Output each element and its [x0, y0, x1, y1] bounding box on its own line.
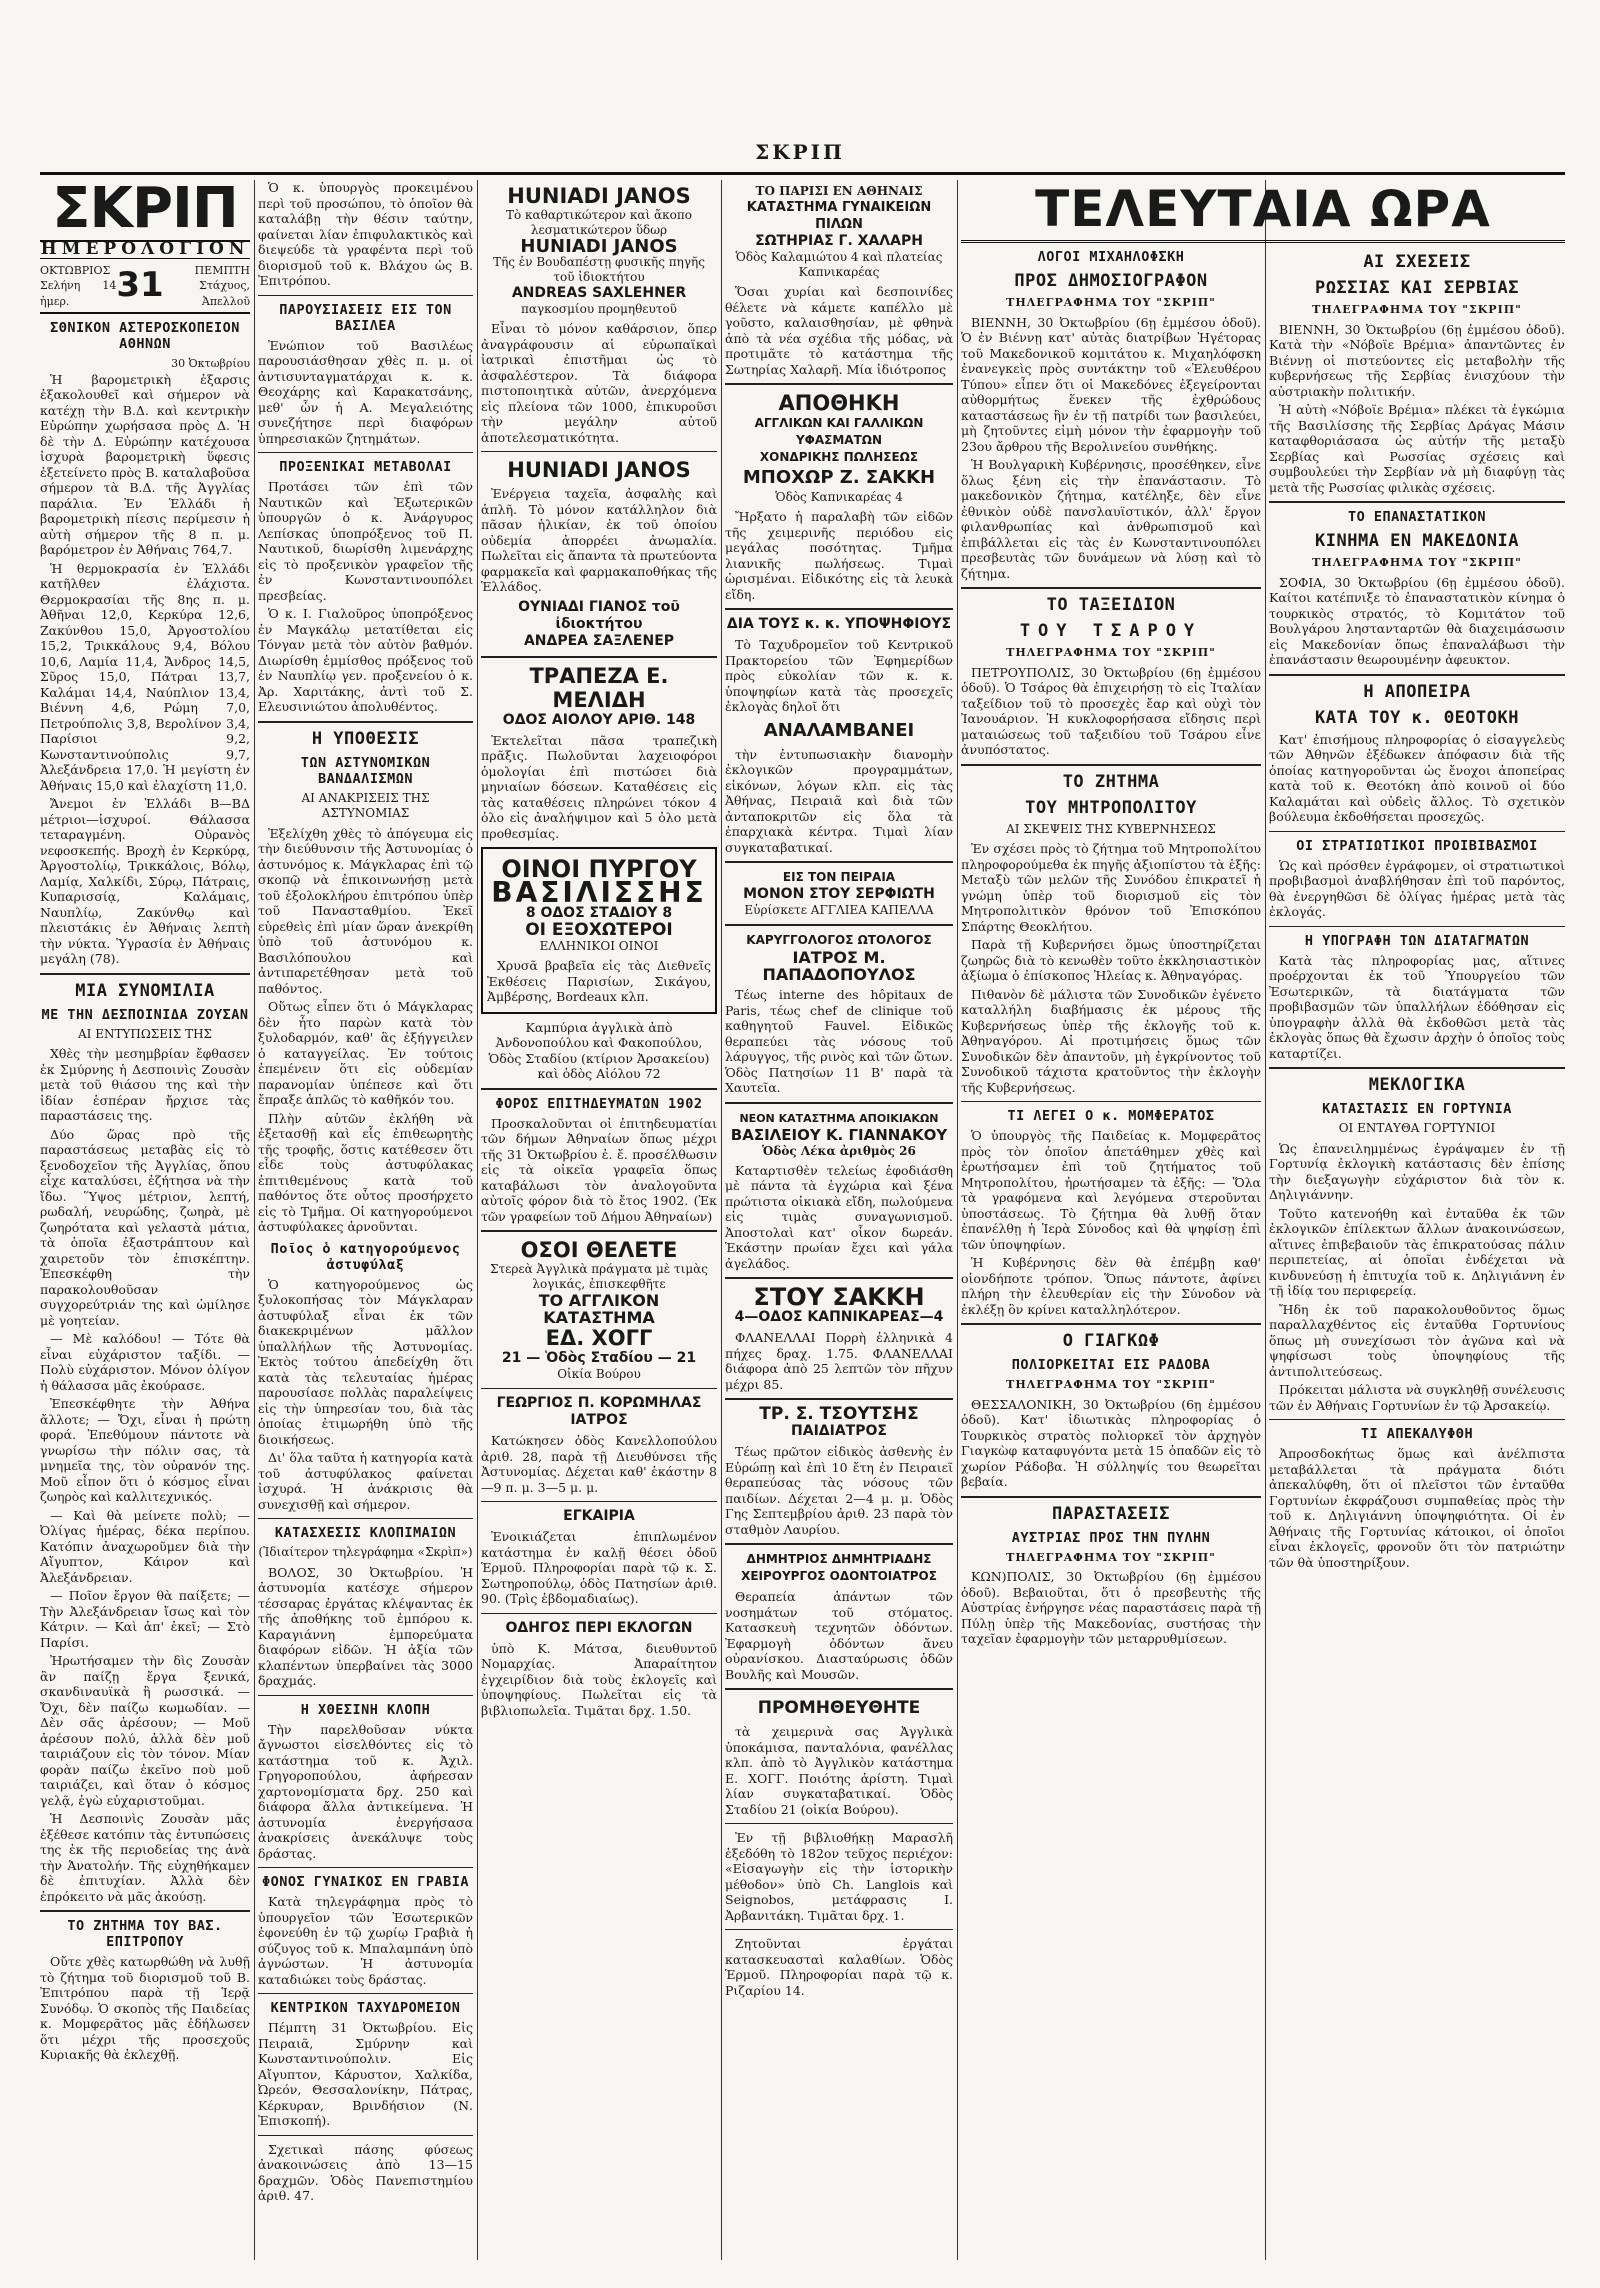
divider — [481, 1388, 717, 1389]
ad-text: Θεραπεία ἁπάντων τῶν νοσημάτων τοῦ στόματος. Κατασκευὴ τεχνητῶν ὀδόντων. Ἐφαρμογὴ ὀδόντων ἄνευ οὐρανίσκου. Διασταύρωσις ὁδῶν Βουλῆς καὶ Μουσῶν. — [725, 1589, 953, 1682]
article-text: Πρόκειται μάλιστα νὰ συγκληθῇ συνέλευσις τῶν ἐν Ἀθήναις Γορτυνίων ἐν τῷ Ἀρσακείῳ. — [1269, 1382, 1565, 1413]
divider — [725, 1929, 953, 1930]
ad-text: Ἐνοικιάζεται ἐπιπλωμένον κατάστημα ἐν καλῇ θέσει ὁδοῦ Ἑρμοῦ. Πληροφορίαι παρὰ τῷ κ. Σ. Σωτηροπούλῳ, ὁδὸς Πατησίων ἀριθ. 90. (Τρὶς ἑβδομαδιαίως). — [481, 1529, 717, 1606]
divider — [725, 861, 953, 863]
ad-title: HUNIADI JANOS — [507, 458, 691, 482]
article-heading: ΟΙ ΣΤΡΑΤΙΩΤΙΚΟΙ ΠΡΟΙΒΙΒΑΣΜΟΙ — [1296, 837, 1538, 854]
article-text: Τὴν παρελθοῦσαν νύκτα ἄγνωστοι εἰσελθόντες εἰς τὸ κατάστημα τοῦ κ. Ἀχιλ. Γρηγοροπούλου, ἀφήρεσαν χαρτονομίσματα δρχ. 250 καὶ διάφορα ἄλλα ἀντικείμενα. Ἡ ἀστυνομία ἐνεργήσασα ἀνακρίσεις ἀνεκάλυψε τοὺς δράστας. — [258, 1721, 473, 1861]
article-heading: ΤΟΥ ΜΗΤΡΟΠΟΛΙΤΟΥ — [1025, 797, 1197, 818]
moon-age: Σελήνη 14 ἡμερ. — [40, 279, 117, 308]
article-text: Τοῦτο κατενοήθη καὶ ἐνταῦθα ἐκ τῶν ἐκλογικῶν ἐπίλεκτων ἄλλων ἀνακοινώσεων, αἵτινες ἐπιβεβαιοῦν τὰς ἐπικρατούσας πάλιν περιπετείας, αἱ ὁποῖαι ἐνδέχεται νὰ κινδυνεύσῃ ἡ ἐπιτυχία τοῦ κ. Δηλιγιάννη ἐν τῇ ἰδίᾳ του περιφερείᾳ. — [1269, 1205, 1565, 1298]
telegram-label: ΤΗΛΕΓΡΑΦΗΜΑ ΤΟΥ "ΣΚΡΙΠ" — [1006, 646, 1216, 659]
article-heading: ΠΡΟΞΕΝΙΚΑΙ ΜΕΤΑΒΟΛΑΙ — [279, 459, 452, 475]
advertisement — [481, 184, 717, 317]
article-text: Πέμπτη 31 Ὀκτωβρίου. Εἰς Πειραιᾶ, Σμύρνην καὶ Κωνσταντινούπολιν. Εἰς Αἴγυπτον, Κάρυστον, Χαλκίδα, Ὠρεόν, Θεσσαλονίκην, Πάτρας, Κέρκυραν, Βρινδήσιον (Ν. Ἐπισκοπή). — [258, 2020, 473, 2128]
ad-title: ΑΝΔΡΕΑ ΣΑΞΛΕΝΕΡ — [523, 632, 675, 649]
advertisement — [725, 932, 953, 983]
ad-text: Ὅσαι χυρίαι καὶ δεσποινίδες θέλετε νὰ κάμετε καπέλλο μὲ γοῦστο, καλαισθησίαν, μὲ φθηνὰ ἀπὸ τὰ νέα σχέδια τῆς μόδας, νὰ προτιμᾶτε τὸ κατάστημα τῆς Σωτηρίας Χαλαρῆ. Μία ἰδιότροπος — [725, 284, 953, 377]
article-subheading: ΑΙ ΣΚΕΨΕΙΣ ΤΗΣ ΚΥΒΕΡΝΗΣΕΩΣ — [1006, 821, 1216, 836]
column-rule — [957, 180, 958, 2260]
article-heading: ΚΑΤΑΣΧΕΣΙΣ ΚΛΟΠΙΜΑΙΩΝ — [274, 1525, 457, 1541]
advertisement — [725, 391, 953, 505]
ad-title: ΣΩΤΗΡΙΑΣ Γ. ΧΑΛΑΡΗ — [755, 233, 923, 249]
weather-date: 30 Ὀκτωβρίου — [171, 357, 250, 370]
advertisement — [725, 1696, 953, 1720]
article-text: Ἡ αὐτὴ «Νόβοϊε Βρέμια» πλέκει τὰ ἐγκώμια τῆς Βασιλίσσης τῆς Σερβίας Δράγας Μάσιν καταφθοριάσασα ὡς αὐτήν τῆς μεταξὺ Σερβίας καὶ Ρωσσίας σχέσεις καὶ συμβουλεύει τὴν Σερβίαν νὰ μὴ διαφύγῃ τὰς μετὰ τῆς Ρωσσίας φιλικὰς σχέσεις. — [1269, 402, 1565, 495]
article-heading: ΦΟΡΟΣ ΕΠΙΤΗΔΕΥΜΑΤΩΝ 1902 — [495, 1095, 703, 1112]
ad-title: ΣΤΟΥ ΣΑΚΚΗ — [753, 1283, 925, 1311]
article-text: Ὡς ἐπανειλημμένως ἐγράψαμεν ἐν τῇ Γορτυνίᾳ ἐκλογικὴ κατάστασις δὲν ἐπίσης τὴν διεξαγωγὴν εὐχάριστον διὰ τὸν κ. Δηλιγιάννην. — [1269, 1140, 1565, 1202]
article-text: Πλὴν αὐτῶν ἐκλήθη νὰ ἐξετασθῇ καὶ εἷς ἐπιθεωρητὴς τῆς τροφῆς, ὅστις κατέθεσεν ὅτι εἶδε τοὺς ἀστυφύλακας ἐπιτιθεμένους κατὰ τοῦ παθόντος ὅτε οὗτος προσήρχετο εἰς τὸ Τμῆμα. Οἱ κατηγορούμενοι ἀστυφύλακες ἀρνοῦνται. — [258, 1110, 473, 1234]
article-heading: ΜΕ ΤΗΝ ΔΕΣΠΟΙΝΙΔΑ ΖΟΥΣΑΝ — [41, 1006, 249, 1023]
saint-day: Στάχυος, Ἀπελλοῦ — [199, 279, 250, 308]
divider — [961, 587, 1261, 589]
article-heading: Η ΧΘΕΣΙΝΗ ΚΛΟΠΗ — [300, 1701, 431, 1718]
ad-text: Ἐν τῇ βιβλιοθήκῃ Μαρασλῆ ἐξεδόθη τὸ 182ον τεῦχος περιέχον: «Εἰσαγωγὴν εἰς τὴν ἱστορικὴν μέθοδον» ὑπὸ Ch. Langlois καὶ Seignobos, μετάφρασις Ι. Ἀρβανιτάκη. Τιμᾶται δρχ. 1. — [725, 1830, 953, 1923]
divider — [258, 452, 473, 453]
divider — [725, 1398, 953, 1400]
advertisement — [481, 599, 717, 650]
divider — [258, 721, 473, 723]
ad-title: ANDREAS SAXLEHNER — [511, 285, 687, 301]
ad-text: Εὑρίσκετε ΑΓΓΛΙΕΑ ΚΑΠΕΛΛΑ — [744, 903, 934, 917]
article-heading: ΜΕΚΛΟΓΙΚΑ — [1368, 1075, 1466, 1095]
article-heading: ΠΑΡΟΥΣΙΑΣΕΙΣ ΕΙΣ ΤΟΝ ΒΑΣΙΛΕΑ — [279, 301, 452, 334]
article-heading: ΠΟΛΙΟΡΚΕΙΤΑΙ ΕΙΣ ΡΑΔΟΒΑ — [1011, 1357, 1211, 1373]
advertisement — [725, 1406, 953, 1440]
column-rule — [477, 180, 478, 2260]
divider — [481, 451, 717, 452]
ad-text: Τὸ Ταχυδρομεῖον τοῦ Κεντρικοῦ Πρακτορείου τῶν Ἐφημερίδων πρὸς εὐκολίαν τῶν κ. κ. ὑποψηφίων κατὰ τὰς προσεχεῖς ἐκλογὰς δηλοῖ ὅτι — [725, 637, 953, 714]
column-rule — [721, 180, 722, 2260]
ad-text: Κατώκησεν ὁδὸς Κανελλοπούλου ἀριθ. 28, παρὰ τῇ Διευθύνσει τῆς Ἀστυνομίας. Δέχεται καθ' ἑκάστην 8—9 π. μ. 3—5 μ. μ. — [481, 1433, 717, 1495]
ad-text: Ὁδὸς Καπνικαρέας 4 — [775, 490, 903, 504]
article-heading: ΡΩΣΣΙΑΣ ΚΑΙ ΣΕΡΒΙΑΣ — [1315, 278, 1519, 298]
article-text: Δύο ὥρας πρὸ τῆς παραστάσεως μεταβὰς εἰς τὸ ξενοδοχεῖον τῆς Ἀγγλίας, ὅπου εἶχε καταλύσει, ἐζήτησα νὰ τὴν ἴδω. Ὕψος μέτριον, λεπτή, ρωδαλή, νευρώδης, ζωηρὰ, μὲ ζωηρότατα καὶ γελαστὰ μάτια, τὰ ὁποῖα ἐξαστράπτουν καὶ χαιρετοῦν τὸν ἐπισκέπτην. Ἐπεσκέφθη τὴν παρακολουθοῦσαν συγχορεύτριάν της καὶ ὡμίλησε μὲ γοητείαν. — [40, 1126, 250, 1328]
divider — [1269, 501, 1565, 503]
ad-title: ΑΓΓΛΙΚΩΝ ΚΑΙ ΓΑΛΛΙΚΩΝ ΥΦΑΣΜΑΤΩΝ — [754, 416, 924, 447]
article-subheading: (Ἰδιαίτερον τηλεγράφημα «Σκρὶπ») — [258, 1545, 473, 1559]
article-text: ΒΟΛΟΣ, 30 Ὀκτωβρίου. Ἡ ἀστυνομία κατέσχε σήμερον τέσσαρας ἐργάτας κλέψαντας ἐκ τῆς ἀποθήκης τοῦ ἐμπόρου κ. Καραγιάννη ἐμπορεύματα διαφόρων εἰδῶν. Ἡ ἀξία τῶν κλαπέντων ὑπερβαίνει τὰς 3000 δραχμάς. — [258, 1564, 473, 1688]
ad-title: HUNIADI JANOS — [507, 184, 691, 208]
ad-text: Τὸ καθαρτικώτερον καὶ ἄκοπο λεσματικώτερον ὕδωρ — [506, 208, 692, 237]
article-text: Παρὰ τῇ Κυβερνήσει ὅμως ὑποστηρίζεται ζωηρῶς διὰ τὸ κενωθὲν τοῦτο ἐκκλησιαστικὸν ἀξίωμα ὁ ἐπίσκοπος Ἠλείας κ. Ἀθηναγόρας. — [961, 937, 1261, 983]
divider — [481, 1230, 717, 1232]
advertisement — [725, 869, 953, 918]
article-heading: Ο ΓΙΑΓΚΩΦ — [1062, 1331, 1160, 1351]
article-heading: Η ΥΠΟΘΕΣΙΣ — [311, 728, 420, 749]
divider — [725, 383, 953, 385]
date-month: ΟΚΤΩΒΡΙΟΣ — [40, 263, 111, 277]
ad-title: ΟΔΗΓΟΣ ΠΕΡΙ ΕΚΛΟΓΩΝ — [505, 1619, 693, 1636]
article-text: Πιθανὸν δὲ μάλιστα τῶν Συνοδικῶν ἐγένετο καταλλήλη διαβήμασις ἐκ μέρους τῆς Κυβερνήσεως ὑπὲρ τῆς ἐκλογῆς τοῦ κ. Ἀθηναγόρου. Αἱ προτιμήσεις ὅμως τῶν Συνοδικῶν δὲν ἀπαντοῦν, μὴ ἐγκρίνοντος τοῦ Συνοδικοῦ τάχιστα κρατοῦντος τὴν ἐκλογὴν τῆς Κυβερνήσεως. — [961, 986, 1261, 1095]
article-text: Ἐνώπιον τοῦ Βασιλέως παρουσιάσθησαν χθὲς π. μ. οἱ ἀντισυνταγματάρχαι κ. κ. Θεοχάρης καὶ Καρακατσάνης, μεθ' ὧν ἡ Α. Μεγαλειότης συνεζήτησε περὶ διαφόρων ὑπηρεσιακῶν ζητημάτων. — [258, 337, 473, 446]
article-text: Ὁ κ. ὑπουργὸς προκειμένου περὶ τοῦ προσώπου, τὸ ὁποῖον θὰ καταλάβῃ τὴν θέσιν ταύτην, φαίνεται λίαν ἐπιφυλακτικὸς καὶ διεψεύδε τὰ γραφέντα περὶ τοῦ διορισμοῦ τοῦ κ. Βλάχου ὡς Β. Ἐπιτρόπου. — [258, 180, 473, 288]
divider — [961, 1496, 1261, 1498]
article-text: ΣΟΦΙΑ, 30 Ὀκτωβρίου (6ῃ ἐμμέσου ὁδοῦ). Καίτοι κατέπνιξε τὸ ἐπαναστατικὸν κίνημα ὁ τουρκικὸς στρατός, τὸ Κομιτάτον τοῦ Βουλγάρου ληστανταρτῶν θὰ διαχειμάσωσιν εἰς Μακεδονίαν ὅπως ἐπαναλάβωσι τὴν ἐπανάστασιν θεωρουμένην ἀφευκτον. — [1269, 574, 1565, 667]
advertisement — [481, 1620, 717, 1637]
ad-text: ΦΛΑΝΕΛΛΑΙ Πορρὴ ἐλληνικὰ 4 πήχες δραχ. 1.75. ΦΛΑΝΕΛΛΑΙ διάφορα ἀπὸ 25 λεπτῶν τὸν πῆχυν μέχρι 85. — [725, 1330, 953, 1392]
advertisement-box — [481, 847, 717, 1014]
article-heading: ΜΙΑ ΣΥΝΟΜΙΛΙΑ — [75, 980, 215, 1001]
ad-title: ΤΟ ΑΓΓΛΙΚΟΝ ΚΑΤΑΣΤΗΜΑ — [538, 1291, 660, 1327]
ad-text: Οἰκία Βούρου — [557, 1367, 641, 1381]
article-text: Οὔτε χθὲς κατωρθώθη νὰ λυθῇ τὸ ζήτημα τοῦ διορισμοῦ τοῦ Β. Ἐπιτρόπου παρὰ τῇ Ἱερᾷ Συνόδῳ. Ὁ σκοπὸς τῆς Παιδείας κ. Μομφερᾶτος μᾶς ἐδήλωσεν ὅτι μέχρι τῆς προσεχοῦς Κυριακῆς θὰ ἐκλεχθῇ. — [40, 1954, 250, 2062]
article-text: Ἤδη ἐκ τοῦ παρακολουθοῦντος ὅμως παραλλαχθέντος εἰς ἐνταῦθα Γορτυνίους ὅπως μὴ συνεχίσωσι τὸν ἀγῶνα καὶ νὰ ψηφίσωσι τοὺς ὑποψηφίους τῆς ἀντιπολιτεύσεως. — [1269, 1301, 1565, 1379]
divider — [1269, 831, 1565, 832]
article-text: Χθὲς τὴν μεσημβρίαν ἔφθασεν ἐκ Σμύρνης ἡ Δεσποινὶς Ζουσὰν μετὰ τοῦ θιάσου της καὶ τὴν ἰδίαν ἑσπέραν ἤρχισε τὰς παραστάσεις της. — [40, 1046, 250, 1123]
article-text: — Καὶ θὰ μείνετε πολὺ; — Ὀλίγας ἡμέρας, δέκα περίπου. Κατόπιν ἀναχωροῦμεν διὰ τὴν Αἴγυπτον, Κάιρον καὶ Ἀλεξάνδρειαν. — [40, 1507, 250, 1585]
telegram-label: ΤΗΛΕΓΡΑΦΗΜΑ ΤΟΥ "ΣΚΡΙΠ" — [1006, 1550, 1216, 1564]
article-heading: ΚΑΤΑΣΤΑΣΙΣ ΕΝ ΓΟΡΤΥΝΙΑ — [1322, 1101, 1512, 1117]
article-heading: ΠΡΟΣ ΔΗΜΟΣΙΟΓΡΑΦΟΝ — [1014, 271, 1208, 291]
divider — [40, 1910, 250, 1912]
divider — [481, 656, 717, 658]
article-text: Ἡ βαρομετρικὴ ἐξαρσις ἐξακολουθεῖ καὶ σήμερον νὰ κατέχῃ τὴν Β.Δ. καὶ κεντρικὴν Εὐρώπην χωρήσασα πρὸς Δ. Ἡ δὲ τὴν Δ. Εὐρώπην κατέχουσα ἰσχυρὰ βαρομετρικὴ ὕφεσις ἐξετείνετο πρὸς Β. καταλαβοῦσα σήμερον τὰ Β.Δ. τῆς Ἀγγλίας παράλια. Ἐν Ἑλλάδι ἡ βαρομετρικὴ πίεσις περίμεσιν ἡ αὐτὴ σήμερον τῆς 8 π. μ. βαρόμετρον ἐν Ἀθήναις 764,7. — [40, 371, 250, 557]
column-6 — [1269, 246, 1565, 2260]
article-text: Ὁ ὑπουργὸς τῆς Παιδείας κ. Μομφερᾶτος πρὸς τὸν ὁποῖον ἀπετάθημεν χθὲς καὶ ἐρωτήσαμεν ἐπὶ τοῦ ζητήματος τοῦ Μητροπολίτου, ἠρωτήσαμεν τὰ ἑξῆς: — Ὅλα τὰ γραφόμενα καὶ λεγόμενα στεροῦνται ὑποστάσεως. Τὸ ζήτημα θὰ λυθῇ ὅταν ἐπανέλθῃ ἡ Ἱερὰ Σύνοδος καὶ θὰ ψηφίσῃ ἐπὶ τῶν ὑποψηφίων. — [961, 1128, 1261, 1252]
article-text: Οὕτως εἶπεν ὅτι ὁ Μάγκλαρας δὲν ἦτο παρὼν κατὰ τὸν ξυλοδαρμόν, καθ' ἃς ἐξήγγειλεν ὁ καταγγείλας. Ἐν τούτοις ἐπεμένειν ὅτι εἰς οὐδεμίαν παρανομίαν ὑπέπεσε καὶ ὅτι ἔπραξε ἁπλῶς τὸ καθῆκόν του. — [258, 999, 473, 1107]
article-text: Κατὰ τηλεγράφημα πρὸς τὸ ὑπουργεῖον τῶν Ἐσωτερικῶν ἐφονεύθη ἐν τῷ χωρίῳ Γραβιὰ ἡ σύζυγος τοῦ κ. Μπαλαμπάνη ὑπὸ ἀγνώστων. Ἡ ἀστυνομία καταδιώκει τοὺς δράστας. — [258, 1894, 473, 1987]
article-subheading: Ποῖος ὁ κατηγορούμενος ἀστυφύλαξ — [270, 1240, 461, 1273]
divider — [1269, 1067, 1565, 1069]
dateline-right — [164, 263, 250, 310]
ad-title: ΤΡ. Σ. ΤΣΟΥΤΣΗΣ — [759, 1404, 919, 1424]
ad-text: Χρυσᾶ βραβεῖα εἰς τὰς Διεθνεῖς Ἐκθέσεις Παρισίων, Σικάγου, Ἀμβέρσης, Bordeaux κλπ. — [487, 958, 711, 1004]
ad-text: Ἐνέργεια ταχεῖα, ἀσφαλὴς καὶ ἁπλῆ. Τὸ μόνον κατάλληλον διὰ πᾶσαν ἡλικίαν, ἐκ τοῦ ὁποίου οὐδεμία ἀπορρέει ἀνωμαλία. Πωλεῖται εἰς ἅπαντα τὰ πρωτεύοντα φαρμακεῖα καὶ φαρμακαποθήκας τῆς Ἑλλάδος. — [481, 486, 717, 594]
article-subheading: ΑΙ ΑΝΑΚΡΙΣΕΙΣ ΤΗΣ ΑΣΤΥΝΟΜΙΑΣ — [301, 790, 430, 820]
advertisement — [481, 664, 717, 729]
divider — [481, 1501, 717, 1502]
article-text: Κατὰ τὰς πληροφορίας μας, αἵτινες προέρχονται ἐκ τοῦ Ὑπουργείου τῶν Ἐσωτερικῶν, τὰ διατάγματα τῶν προβιβασμῶν τῶν ὑπαλλήλων ἐδόθησαν εἰς ὑπογραφὴν ἀλλὰ θὰ ἐκδοθῶσι μετὰ τὰς ἐκλογὰς ὅπως θὰ ἔχωσιν ἀρχὴν ὁ ὁποῖος τοὺς καταρτίζει. — [1269, 952, 1565, 1061]
article-text: Δι' ὅλα ταῦτα ἡ κατηγορία κατὰ τοῦ ἀστυφύλακος φαίνεται ἰσχυρά. Ἡ ἀνάκρισις θὰ συνεχισθῇ καὶ σήμερον. — [258, 1450, 473, 1512]
article-subheading: ΑΙ ΕΝΤΥΠΩΣΕΙΣ ΤΗΣ — [77, 1026, 213, 1041]
article-text: Ἄνεμοι ἐν Ἑλλάδι Β—ΒΔ μέτριοι—ἰσχυροί. Θάλασσα τεταραγμένη. Οὐρανὸς νεφοσκεπής. Βροχὴ ἐν Κερκύρᾳ, Ἀργοστολίῳ, Τρικκάλοις, Βόλῳ, Λαμίᾳ, Χαλκίδι, Σύρῳ, Πάτραις, Κυπαρισσίᾳ, Καλάμαις, Ναυπλίῳ, Ζακύνθῳ καὶ πλειστάκις ἐν Ἀθήναις λεπτὴ τὴν νύκτα. Ὑγρασία ἐν Ἀθήναις μεγάλη (78). — [40, 796, 250, 966]
article-heading: Η ΑΠΟΠΕΙΡΑ — [1363, 681, 1471, 702]
ad-title: ΠΑΙΔΙΑΤΡΟΣ — [791, 1423, 887, 1439]
article-heading: ΤΟ ΖΗΤΗΜΑ — [1062, 771, 1160, 792]
divider — [961, 1323, 1261, 1325]
column-1 — [40, 176, 250, 2260]
ad-title: ΟΙ ΕΞΟΧΩΤΕΡΟΙ — [525, 920, 673, 940]
ad-title: ΟΥΝΙΑΔΙ ΓΙΑΝΟΣ τοῦ ἰδιοκτήτου — [518, 598, 680, 632]
ad-title: ΜΟΝΟΝ ΣΤΟΥ ΣΕΡΦΙΩΤΗ — [743, 886, 935, 902]
ad-title: ΟΣΟΙ ΘΕΛΕΤΕ — [520, 1238, 678, 1262]
article-text: Ἐν σχέσει πρὸς τὸ ζήτημα τοῦ Μητροπολίτου πληροφορούμεθα ἐκ πηγῆς ἀξιοπίστου τὰ ἑξῆς: Μεταξὺ τῶν μελῶν τῆς Συνόδου ἐπικρατεῖ ἡ γνώμη ὑπὲρ τοῦ διορισμοῦ εἰς τὸν Μητροπολιτικὸν θρόνον τοῦ Ἐπισκόπου Σπάρτης Θεοκλήτου. — [961, 841, 1261, 934]
ad-title: ΝΕΟΝ ΚΑΤΑΣΤΗΜΑ ΑΠΟΙΚΙΑΚΩΝ — [739, 1111, 939, 1125]
ad-text: Εἶναι τὸ μόνον καθάρσιον, ὅπερ ἀναγράφουσιν αἱ εὐρωπαϊκαὶ ἰατρικαὶ ἐπιστῆμαι ὡς τὸ ἀσφαλέστερον. Τὰ διάφορα πιστοποιητικὰ αὐτῶν, ἀνερχόμενα εἰς πλείονα τῶν 1000, ἐπικυροῦσι τὴν μεγάλην αὐτοῦ ἀποτελεσματικότητα. — [481, 321, 717, 445]
column-rule — [254, 180, 255, 2260]
article-text: Προτάσει τῶν ἐπὶ τῶν Ναυτικῶν καὶ Ἐξωτερικῶν ὑπουργῶν ὁ κ. Ἀνάργυρος Λεπίσκας ὑποπρόξενος τοῦ Π. Ναυτικοῦ, διωρίσθη λιμενάρχης εἰς τὸ προξενικὸν γραφεῖον τῆς ἐν Κωνσταντινουπόλει πρεσβείας. — [258, 479, 473, 603]
ad-text: Ἤρξατο ἡ παραλαβὴ τῶν εἰδῶν τῆς χειμερινῆς περιόδου εἰς μεγάλας ποσότητας. Τμῆμα λιανικῆς πωλήσεως. Τιμαὶ ὡρισμέναι. Εἰδικότης εἰς τὰ λευκὰ εἴδη. — [725, 509, 953, 602]
ad-title: ΕΙΣ ΤΟΝ ΠΕΙΡΑΙΑ — [782, 870, 896, 884]
ad-text: Καταρτισθὲν τελείως ἐφοδιάσθη μὲ πάντα τὰ ἐγχώρια καὶ ξένα πρώτιστα οἰκιακὰ εἴδη, πωλούμενα εἰς τιμὰς συναγωνισμοῦ. Ἀποστολαὶ κατ' οἶκον δωρεάν. Ἑκάστην πρωίαν ἔχει καὶ γάλα ἀγελάδος. — [725, 1162, 953, 1271]
article-text: Σχετικαὶ πάσης φύσεως ἀνακοινώσεις ἀπὸ 13—15 δραχμῶν. Ὁδὸς Πανεπιστημίου ἀριθ. 47. — [258, 2141, 473, 2203]
advertisement — [725, 1110, 953, 1159]
ad-text: παγκοσμίου προμηθευτοῦ — [521, 302, 677, 316]
date-weekday: ΠΕΜΠΤΗ — [194, 263, 250, 277]
article-heading: ΤΟ ΖΗΤΗΜΑ ΤΟΥ ΒΑΣ. ΕΠΙΤΡΟΠΟΥ — [67, 1918, 223, 1950]
weather-heading: ΣΘΝΙΚΟΝ ΑΣΤΕΡΟΣΚΟΠΕΙΟΝ ΑΘΗΝΩΝ — [50, 320, 240, 352]
article-text: Προσκαλοῦνται οἱ ἐπιτηδευματίαι τῶν δήμων Ἀθηναίων ὅπως μέχρι τῆς 31 Ὀκτωβρίου ἐ. ἔ. προσέλθωσιν εἰς τὰ οἰκεῖα γραφεῖα ὅπως καταβάλωσι τὸν ἀναλογοῦντα αὐτοῖς φόρον διὰ τὸ ἔτος 1902. (Ἐκ τῶν γραφείων τοῦ Δήμου Ἀθηναίων) — [481, 1115, 717, 1224]
divider — [258, 1993, 473, 1994]
masthead-title: ΣΚΡΙΠ — [52, 176, 238, 241]
divider — [725, 1102, 953, 1104]
divider — [1269, 1419, 1565, 1420]
divider — [961, 764, 1261, 766]
article-heading: ΤΩΝ ΑΣΤΥΝΟΜΙΚΩΝ ΒΑΝΔΑΛΙΣΜΩΝ — [300, 754, 431, 787]
ad-title: ΒΑΣΙΛΙΣΣΗΣ — [491, 876, 707, 909]
ad-title: ΕΓΚΑΙΡΙΑ — [563, 1508, 635, 1524]
article-heading: ΤΙ ΑΠΕΚΑΛΥΦΘΗ — [1360, 1426, 1474, 1442]
ad-text: Ὁδὸς Λέκα ἀριθμὸς 26 — [762, 1143, 916, 1158]
dateline — [40, 263, 250, 315]
article-heading: ΤΟ ΤΑΞΕΙΔΙΟΝ — [1046, 595, 1176, 615]
article-heading: ΚΕΝΤΡΙΚΟΝ ΤΑΧΥΔΡΟΜΕΙΟΝ — [270, 2000, 461, 2016]
article-subheading: ΟΙ ΕΝΤΑΥΘΑ ΓΟΡΤΥΝΙΟΙ — [1338, 1121, 1496, 1135]
divider — [725, 924, 953, 926]
article-text: — Ποῖον ἔργον θὰ παίξετε; — Τὴν Ἀλεξάνδρειαν ἴσως καὶ τὸν Κάτριν. — Καὶ ἀπ' ἐκεῖ; — Στὸ Παρίσι. — [40, 1588, 250, 1650]
advertisement — [481, 1238, 717, 1382]
advertisement — [481, 1395, 717, 1429]
ad-text: τὰ χειμερινὰ σας Ἀγγλικὰ ὑποκάμισα, πανταλόνια, φανέλλας κλπ. ἀπὸ τὸ Ἀγγλικὸν κατάστημα Ε. ΧΟΓΓ. Ποιότης ἀρίστη. Τιμαὶ λίαν συγκαταβατικαί. Ὁδὸς Σταδίου 21 (οἰκία Βούρου). — [725, 1724, 953, 1817]
article-text: Ὁ κατηγορούμενος ὡς ξυλοκοπήσας τὸν Μάγκλαραν ἀστυφύλαξ εἶναι ἐκ τῶν διακεκριμένων μᾶλλον ὑπαλλήλων τῆς Ἀστυνομίας. Ἐκτὸς τούτου ἀπεδείχθη ὅτι κατὰ τὰς τελευταίας ἡμέρας παρουσίασε πολλὰς παραλείψεις εἰς τὴν ὑπηρεσίαν του, διὰ τὰς ὁποίας ἐτιμωρήθη ὑπὸ τῆς διοικήσεως. — [258, 1276, 473, 1447]
divider — [481, 1088, 717, 1090]
advertisement — [725, 1551, 953, 1585]
ad-title: ΚΑΡΥΓΓΟΛΟΓΟΣ ΩΤΟΛΟΓΟΣ — [746, 933, 932, 947]
ad-text: Τέως πρῶτον εἰδικὸς ἀσθενὴς ἐν Εὐρώπῃ καὶ ἐπὶ 10 ἔτη ἐν Πειραιεῖ θεραπεύσας τὰς νόσους τῶν παιδίων. Δέχεται 2—4 μ. μ. Ὁδὸς Γης Σεπτεμβρίου ἀριθ. 23 παρὰ τὸν σταθμὸν Λαυρίου. — [725, 1444, 953, 1537]
article-text: Ἡ Κυβέρνησις δὲν θὰ ἐπέμβῃ καθ' οἱονδήποτε τρόπον. Ὅπως πάντοτε, ἀφίνει πλήρη τὴν ἐλευθερίαν εἰς τὴν Σύνοδον νὰ ἐκλέξῃ ὃν κρίνει καταλληλότερον. — [961, 1255, 1261, 1317]
ad-title: ΓΕΩΡΓΙΟΣ Π. ΚΟΡΩΜΗΛΑΣ — [496, 1395, 702, 1411]
advertisement — [481, 1508, 717, 1525]
advertisement — [725, 184, 953, 280]
ad-title: ΠΡΟΜΗΘΕΥΘΗΤΕ — [757, 1698, 921, 1718]
divider — [725, 1543, 953, 1545]
ad-text: Καμπύρια ἀγγλικὰ ἀπὸ Ἀνδονοπούλου καὶ Φακοπούλου, Ὁδὸς Σταδίου (κτίριον Ἀρσακείου) καὶ ὁδὸς Αἰόλου 72 — [488, 1019, 710, 1081]
article-text: Ἡ Δεσποινὶς Ζουσὰν μᾶς ἐξέθεσε κατόπιν τὰς ἐντυπώσεις της ἐκ τῆς περιοδείας της ἀνὰ τὴν Ἀνατολήν. Τῆς εὐχηθήκαμεν δὲ ἐπιτυχίαν. Ἀλλὰ δὲν ἐπρόκειτο νὰ μᾶς ἀκούσῃ. — [40, 1811, 250, 1904]
ad-title: ΧΟΝΔΡΙΚΗΣ ΠΩΛΗΣΕΩΣ — [759, 450, 919, 464]
article-heading: ΚΙΝΗΜΑ ΕΝ ΜΑΚΕΔΟΝΙΑ — [1315, 531, 1519, 551]
article-text: Ἠρωτήσαμεν τὴν δὶς Ζουσὰν ἂν παίζῃ ἔργα ξενικά, σκανδιναυϊκὰ ἢ ρωσσικά. — Ὄχι, δὲν παίζω κωμωδίαν. — Δὲν σᾶς ἀρέσουν; — Μοῦ ἀρέσουν πολύ, ἀλλὰ δὲν μοῦ ταιριάζουν εἰς τὸν τόνον. Μίαν φορὰν παίζω ἐκεῖνο ποὺ μοῦ ταιριάζει, καὶ ὅταν ὁ κόσμος γελᾷ, ἐγὼ εὐχαριστοῦμαι. — [40, 1653, 250, 1808]
article-text: ΒΙΕΝΝΗ, 30 Ὀκτωβρίου (6ῃ ἐμμέσου ὁδοῦ). Ὁ ἐν Βιέννῃ κατ' αὐτὰς διατρίβων Ἠγέτορας τοῦ Μακεδονικοῦ κομιτάτου κ. Μιχαηλόφσκη ἐνανεγκεὶς πρὸς συντάκτην τοῦ «Ἐλευθέρου Τύπου» εἶπεν ὅτι οἱ Μακεδόνες ἐξεγείρονται αὐθορμήτως ἕνεκεν τῆς ἐχθρώδους καταστάσεως ἣν ἐν τῇ πατρίδι των βασιλεύει, μὴ ζητοῦντες εἰμὴ μόνον τὴν ἐφαρμογὴν τοῦ 23ου ἄρθρου τῆς Βερολινείου συνθήκης. — [961, 314, 1261, 454]
date-day: 31 — [116, 265, 164, 305]
divider — [258, 1518, 473, 1519]
ad-title: HUNIADI JANOS — [520, 236, 678, 257]
ad-title: ΚΑΤΑΣΤΗΜΑ ΓΥΝΑΙΚΕΙΩΝ ΠΙΛΩΝ — [746, 200, 932, 232]
article-heading: Η ΥΠΟΓΡΑΦΗ ΤΩΝ ΔΙΑΤΑΓΜΑΤΩΝ — [1304, 932, 1530, 949]
ad-title: 21 — Ὁδὸς Σταδίου — 21 — [501, 1350, 697, 1366]
divider — [725, 608, 953, 610]
article-text: Ὡς καὶ πρόσθεν ἐγράφομεν, οἱ στρατιωτικοὶ προβιβασμοὶ ἀναβλήθησαν ἐπὶ τοῦ παρόντος, θὰ ἐνεργηθῶσι δὲ ὀλίγας ἡμέρας μετὰ τὰς ἐκλογάς. — [1269, 857, 1565, 919]
ad-title: ΑΠΟΘΗΚΗ — [778, 391, 900, 415]
ad-text: Στερεὰ Ἀγγλικὰ πράγματα μὲ τιμὰς λογικάς, ἐπισκεφθῆτε — [490, 1262, 708, 1291]
ad-title: 8 ΟΔΟΣ ΣΤΑΔΙΟΥ 8 — [525, 905, 673, 921]
ad-title: ΟΔΟΣ ΑΙΟΛΟΥ ΑΡΙΘ. 148 — [502, 711, 696, 728]
divider — [1269, 926, 1565, 927]
advertisement — [725, 1285, 953, 1326]
divider — [725, 1823, 953, 1824]
column-4 — [725, 180, 953, 2260]
column-2 — [258, 180, 473, 2260]
ad-text: Ἐκτελεῖται πᾶσα τραπεζικὴ πρᾶξις. Πωλοῦνται λαχειοφόροι ὁμολογίαι ἐπὶ πιστώσει διὰ μηνιαίων δόσεων. Καταθέσεις εἰς τὰς καταθέσεις πληρώνει τόκον 4 ὀλο εἰς ἀναλήψιμον καὶ 5 ὀλο μετὰ προθεσμίας. — [481, 732, 717, 841]
article-text: Ἡ θερμοκρασία ἐν Ἑλλάδι κατῆλθεν ἐλάχιστα. Θερμοκρασίαι τῆς 8ης π. μ. Ἀθῆναι 12,0, Κερκύρα 12,6, Ζακύνθου 15,0, Ἀργοστολίου 15,2, Τρικκάλους 9,4, Βόλου 10,6, Λαμία 11,4, Ἄνδρος 14,5, Σῦρος 15,0, Πάτραι 13,7, Καλάμαι 14,4, Ναύπλιον 13,4, Βιέννη 4,6, Ρώμη 7,0, Πετρούπολις 3,8, Βερολίνον 3,4, Παρίσιοι 9,2, Κωνσταντινούπολις 9,7, Ἀλεξάνδρεια 17,0. Ἡ μεγίστη ἐν Ἀθήναις 15,0 καὶ ἐλαχίστη 11,0. — [40, 560, 250, 793]
ad-title: ΧΕΙΡΟΥΡΓΟΣ ΟΔΟΝΤΟΙΑΤΡΟΣ — [741, 1569, 937, 1583]
ad-title: 4—ΟΔΟΣ ΚΑΠΝΙΚΑΡΕΑΣ—4 — [734, 1309, 944, 1325]
article-text: ΒΙΕΝΝΗ, 30 Ὀκτωβρίου (6ῃ ἐμμέσου ὁδοῦ). Κατὰ τὴν «Νόβοϊε Βρέμια» ἀπαντῶντες ἐν Βιέννῃ οἱ πιστεύοντες εἰς μεταβολὴν τῆς κυβερνήσεως τῆς Σερβίας ἐνισχύουν τὴν αὐστριακὴν πολιτικήν. — [1269, 321, 1565, 399]
ad-title: ΑΝΑΛΑΜΒΑΝΕΙ — [763, 719, 915, 741]
ad-title: ΙΑΤΡΟΣ — [570, 1412, 628, 1428]
advertisement — [481, 458, 717, 482]
ad-title: ΒΑΣΙΛΕΙΟΥ Κ. ΓΙΑΝΝΑΚΟΥ — [730, 1125, 948, 1144]
article-heading: ΑΙ ΣΧΕΣΕΙΣ — [1363, 252, 1471, 272]
article-heading: ΛΟΓΟΙ ΜΙΧΑΗΛΟΦΣΚΗ — [1037, 249, 1185, 265]
ad-title: ΙΑΤΡΟΣ Μ. ΠΑΠΑΔΟΠΟΥΛΟΣ — [762, 948, 916, 984]
ad-title: ΜΠΟΧΩΡ Ζ. ΣΑΚΚΗ — [742, 467, 936, 488]
article-heading: ΚΑΤΑ ΤΟΥ κ. ΘΕΟΤΟΚΗ — [1315, 707, 1519, 728]
article-subheading: ΤΙ ΛΕΓΕΙ Ο κ. ΜΟΜΦΕΡΑΤΟΣ — [1007, 1108, 1215, 1124]
masthead-subtitle: ΗΜΕΡΟΛΟΓΙΟΝ — [40, 239, 250, 259]
article-heading: ΤΟΥ ΤΣΑΡΟΥ — [1019, 621, 1203, 641]
telegram-label: ΤΗΛΕΓΡΑΦΗΜΑ ΤΟΥ "ΣΚΡΙΠ" — [1312, 303, 1522, 316]
advertisement — [487, 857, 711, 954]
divider — [258, 295, 473, 296]
telegram-label: ΤΗΛΕΓΡΑΦΗΜΑ ΤΟΥ "ΣΚΡΙΠ" — [1006, 296, 1216, 309]
divider — [258, 1695, 473, 1696]
telegram-label: ΤΗΛΕΓΡΑΦΗΜΑ ΤΟΥ "ΣΚΡΙΠ" — [1006, 1378, 1216, 1391]
ad-text: Ὁδὸς Καλαμιώτου 4 καὶ πλατείας Καπνικαρέας — [735, 250, 943, 279]
ad-text: Τέως interne des hôpitaux de Paris, τέως chef de clinique τοῦ καθηγητοῦ Fauvel. Εἰδικῶς θεραπεύει τὰς νόσους τοῦ λάρυγγος, τῆς ρινὸς καὶ τῶν ὤτων. Ὁδὸς Πατησίων 11 Β' παρὰ τὰ Χαυτεῖα. — [725, 987, 953, 1095]
article-text: ΘΕΣΣΑΛΟΝΙΚΗ, 30 Ὀκτωβρίου (6ῃ ἐμμέσου ὁδοῦ). Κατ' ἰδιωτικὰς πληροφορίας ὁ Τουρκικὸς στρατὸς πολιορκεῖ τὸν ἀρχηγὸν Γιαγκὼφ καταφυγόντα μετὰ 15 ὀπαδῶν εἰς τὸ χωρίον Ράδοβα. Ἡ σύλληψίς του θεωρεῖται βεβαία. — [961, 1396, 1261, 1489]
column-3 — [481, 180, 717, 2260]
ad-text: τὴν ἐντυπωσιακὴν διανομὴν ἐκλογικῶν προγραμμάτων, εἰκόνων, λόγων κλπ. εἰς τὰς Ἀθήνας, Πειραιᾶ καὶ διὰ τῶν ἀνταποκριτῶν εἰς ὅλα τὰ ἐπαρχιακὰ κέντρα. Τιμαὶ λίαν συγκαταβατικαί. — [725, 746, 953, 855]
ad-title: ΔΗΜΗΤΡΙΟΣ ΔΗΜΗΤΡΙΑΔΗΣ — [746, 1552, 932, 1566]
article-heading: ΦΟΝΟΣ ΓΥΝΑΙΚΟΣ ΕΝ ΓΡΑΒΙΑ — [261, 1874, 470, 1890]
ad-title: ΔΙΑ ΤΟΥΣ κ. κ. ΥΠΟΨΗΦΙΟΥΣ — [726, 616, 952, 632]
article-heading: ΤΟ ΕΠΑΝΑΣΤΑΤΙΚΟΝ — [1347, 509, 1487, 525]
article-text: Κατ' ἐπισήμους πληροφορίας ὁ εἰσαγγελεὺς τῶν Ἀθηνῶν ἐξέδωκεν ἀπόφασιν διὰ τῆς ὁποίας κατηγοροῦνται ὡς ἔνοχοι ἀποπείρας κατὰ τοῦ κ. Θεοτόκη ἀπὸ κοινοῦ οἱ δύο Καλαμάται καὶ οὐδεὶς ἄλλος. Τὸ σχετικὸν βούλευμα ἐκδοθήσεται προσεχῶς. — [1269, 731, 1565, 824]
article-text: — Μὲ καλόδου! — Τότε θὰ εἶναι εὐχάριστον ταξίδι. — Πολὺ εὐχάριστον. Μόνον ὀλίγον ἡ θάλασσα μᾶς ἐκούρασε. — [40, 1331, 250, 1393]
divider — [40, 973, 250, 975]
running-head: ΣΚΡΙΠ — [755, 140, 845, 164]
top-rule — [40, 172, 1565, 175]
advertisement — [725, 719, 953, 743]
ad-text: ΕΛΛΗΝΙΚΟΙ ΟΙΝΟΙ — [539, 939, 659, 953]
article-text: Ἐξελίχθη χθὲς τὸ ἀπόγευμα εἰς τὴν διεύθυνσιν τῆς Ἀστυνομίας ὁ ἀστυνόμος κ. Μάγκλαρας ἐπὶ τῷ σκοπῷ νὰ ἐπικοινωνήσῃ μετὰ τοῦ ἐξολοκλήρου ἐπιτρόπου ὑπὲρ τοῦ Πανασταθμίου. Ἐκεῖ εὑρεθεὶς ἐπὶ μίαν ὥραν ἀνεκρίθη ὑπὸ τοῦ ἀστυνόμου κ. Βασιλόπουλου καὶ ἀντιπαρετέθησαν μετὰ τοῦ παθόντος. — [258, 825, 473, 996]
article-text: Ὁ κ. Ι. Γιαλοῦρος ὑποπρόξενος ἐν Μαγκάλῳ μετατίθεται εἰς Τόνγαν μετὰ τὸν αὐτὸν βαθμόν. Διωρίσθη ἐμμίσθος πρόξενος τοῦ ἐν Ναυπλίῳ γεν. προξενείου ὁ κ. Ἀρ. Χαριτάκης, ἀντὶ τοῦ Σ. Ελευσινιώτου ἀπολυθέντος. — [258, 606, 473, 714]
ad-text: Ζητοῦνται ἐργάται κατασκευασταὶ καλαθίων. Ὁδὸς Ἑρμοῦ. Πληροφορίαι παρὰ τῷ κ. Ριζαρίου 14. — [725, 1936, 953, 1998]
article-text: Ἡ Βουλγαρικὴ Κυβέρνησις, προσέθηκεν, εἶνε ὅλως ξένη εἰς τὴν ἐπανάστασιν. Τὸ μακεδονικὸν ζήτημα, κατέληξε, δὲν εἶνε ἐθνικὸν οὐδὲ πανσλαυϊστικόν, ἀλλ' ἔργον φιλανθρωπίας καὶ ἀνθρωπισμοῦ καὶ ἐπιβάλλεται εἰς τὰς ἐν Κωνσταντινουπόλει πρεσβευτὰς τῶν δυνάμεων νὰ λύσῃ καὶ τὸ ζήτημα. — [961, 457, 1261, 581]
divider — [258, 2135, 473, 2136]
divider — [481, 1613, 717, 1614]
ad-text: Τῆς ἐν Βουδαπέστῃ φυσικῆς πηγῆς τοῦ ἰδιοκτήτου — [493, 255, 705, 284]
ad-title: ΤΟ ΠΑΡΙΣΙ ΕΝ ΑΘΗΝΑΙΣ — [755, 184, 923, 198]
article-text: Ἐπεσκέφθητε τὴν Ἀθήνα ἄλλοτε; — Ὄχι, εἶναι ἡ πρώτη φορά. Ἐπεθύμουν πάντοτε νὰ γνωρίσω τὴν πόλιν σας, τὰ μνημεῖα της, τὸν οὐρανόν της. Μοῦ εἶπον ὅτι ὁ κόσμος εἶναι ζωηρὸς καὶ καλλιτεχνικός. — [40, 1396, 250, 1504]
dateline-left — [40, 263, 116, 310]
divider — [1269, 674, 1565, 676]
advertisement — [725, 616, 953, 633]
ad-title: ΕΔ. ΧΟΓΓ — [545, 1326, 653, 1350]
divider — [961, 1101, 1261, 1102]
article-heading: ΑΥΣΤΡΙΑΣ ΠΡΟΣ ΤΗΝ ΠΥΛΗΝ — [1011, 1529, 1211, 1546]
ad-title: ΟΙΝΟΙ ΠΥΡΓΟΥ — [501, 855, 697, 883]
article-text: Ἀπροσδοκήτως ὅμως καὶ ἀνέλπιστα μεταβάλλεται τὰ πράγματα διότι ἀπεκαλύφθη, ὅτι οἱ πλεῖστοι τῶν ἐνταῦθα Γορτυνίων ἐκφράζουσι συμπαθείας πρὸς τὴν τοῦ κ. Δηλιγιάννη ὑποψηφιότητα. Οἱ ἐν Ἀθήναις τῆς Γορτυνίας κάτοικοι, οἱ ὁποῖοι εἶναι ἐκλογεῖς, φρονοῦν ὅτι τὸν πατριώτην τῶν θὰ ὑποστηρίξουν. — [1269, 1446, 1565, 1570]
column-rule — [1265, 180, 1266, 2260]
divider — [725, 1277, 953, 1279]
ad-title: ΤΡΑΠΕΖΑ Ε. ΜΕΛΙΔΗ — [529, 663, 669, 712]
article-heading: ΠΑΡΑΣΤΑΣΕΙΣ — [1051, 1503, 1171, 1524]
divider — [725, 1688, 953, 1690]
article-text: ΠΕΤΡΟΥΠΟΛΙΣ, 30 Ὀκτωβρίου (6ῃ ἐμμέσου ὁδοῦ). Ὁ Τσάρος θὰ ἐπιχειρήσῃ τὸ εἰς Ἰταλίαν ταξείδιον τοῦ τὸ προσεχὲς ἔαρ καὶ οὐχὶ τὸν Ἰανουάριον. Ἡ κυκλοφορήσασα εἴδησις περὶ ματαιώσεως τοῦ ταξειδίου τοῦ Τσάρου εἶνε ἀνυπόστατος. — [961, 664, 1261, 757]
ad-text: ὑπὸ Κ. Μάτσα, διευθυντοῦ Νομαρχίας. Ἀπαραίτητον ἐγχειρίδιον διὰ τοὺς ἐκλογεῖς καὶ ὑποψηφίους. Πωλεῖται εἰς τὰ βιβλιοπωλεῖα. Τιμᾶται δρχ. 1.50. — [481, 1640, 717, 1718]
telegram-label: ΤΗΛΕΓΡΑΦΗΜΑ ΤΟΥ "ΣΚΡΙΠ" — [1312, 556, 1522, 569]
section-title: ΤΕΛΕΥΤΑΙΑ ΩΡΑ — [961, 180, 1565, 243]
article-text: ΚΩΝ)ΠΟΛΙΣ, 30 Ὀκτωβρίου (6ῃ ἐμμέσου ὁδοῦ). Βεβαιοῦται, ὅτι ὁ πρεσβευτὴς τῆς Αὐστρίας ἐνήργησε νέας παραστάσεις παρὰ τῇ Πύλῃ ὑπὲρ τῆς Μακεδονίας, συστήσας τὴν ταχεῖαν ἐφαρμογὴν τῶν μεταρρυθμίσεων. — [961, 1569, 1261, 1646]
divider — [258, 1867, 473, 1868]
